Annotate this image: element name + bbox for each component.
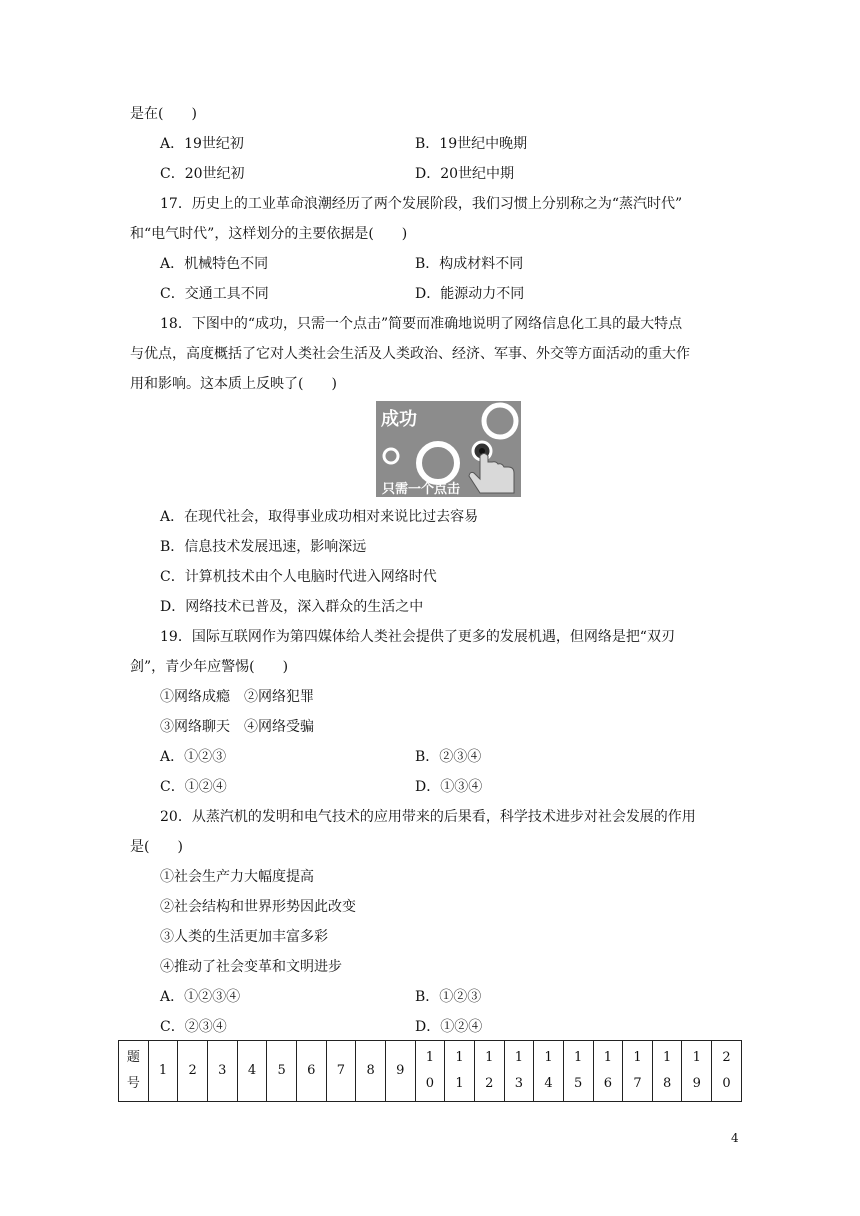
q19-option-c: C．①②④ [160, 779, 227, 795]
q18-option-d: D．网络技术已普及，深入群众的生活之中 [160, 599, 424, 615]
figure-caption-text: 只需一个点击 [382, 482, 461, 497]
col-bottom: 5 [574, 1076, 583, 1091]
col-top: 1 [455, 1050, 464, 1065]
col-top: 1 [692, 1050, 701, 1065]
q18-option-b: B．信息技术发展迅速，影响深远 [160, 539, 367, 555]
q19-option-d: D．①③④ [415, 779, 483, 795]
q20-item-2: ②社会结构和世界形势因此改变 [160, 899, 356, 915]
q17-option-a: A．机械特色不同 [160, 256, 269, 272]
q19-option-a: A．①②③ [160, 749, 227, 765]
q16-option-d: D．20世纪中期 [415, 166, 515, 182]
circle-top-right [484, 405, 516, 437]
answer-col-7 [326, 1041, 356, 1102]
answer-col-5 [267, 1041, 297, 1102]
q19-items-line1: ①网络成瘾 ②网络犯罪 [160, 689, 314, 705]
answer-col-14 [534, 1041, 564, 1102]
page-number: 4 [731, 1131, 739, 1145]
q18-option-a: A．在现代社会，取得事业成功相对来说比过去容易 [160, 509, 479, 525]
col-top: 3 [218, 1063, 227, 1078]
answer-col-16 [593, 1041, 623, 1102]
answer-table-header [119, 1041, 149, 1102]
q20-stem-line2: 是( ) [130, 839, 183, 855]
col-bottom: 3 [514, 1076, 523, 1091]
q16-option-b: B．19世纪中晚期 [415, 136, 528, 152]
q20-stem-line1: 20．从蒸汽机的发明和电气技术的应用带来的后果看，科学技术进步对社会发展的作用 [160, 809, 696, 825]
col-top: 9 [396, 1063, 405, 1078]
col-bottom: 1 [455, 1076, 464, 1091]
col-top: 6 [307, 1063, 316, 1078]
q16-option-a: A．19世纪初 [160, 136, 244, 152]
col-top: 5 [277, 1063, 286, 1078]
q19-items-line2: ③网络聊天 ④网络受骗 [160, 719, 314, 735]
col-top: 1 [663, 1050, 672, 1065]
col-bottom: 6 [603, 1076, 612, 1091]
col-bottom: 0 [425, 1076, 435, 1091]
col-top: 1 [514, 1050, 523, 1065]
col-top: 2 [722, 1050, 731, 1065]
answer-col-11 [445, 1041, 475, 1102]
q16-stem-tail: 是在( ) [130, 106, 197, 122]
q17-option-d: D．能源动力不同 [415, 286, 525, 302]
q16-option-c: C．20世纪初 [160, 166, 245, 182]
answer-col-1 [148, 1041, 178, 1102]
header-top: 题 [126, 1050, 140, 1065]
col-bottom: 9 [692, 1076, 701, 1091]
col-top: 1 [633, 1050, 642, 1065]
circle-small-left [384, 449, 398, 463]
answer-col-4 [237, 1041, 267, 1102]
answer-col-15 [563, 1041, 593, 1102]
col-top: 7 [336, 1063, 346, 1078]
col-bottom: 7 [633, 1076, 642, 1091]
q18-stem-line2: 与优点，高度概括了它对人类社会生活及人类政治、经济、军事、外交等方面活动的重大作 [130, 346, 690, 362]
answer-col-10 [415, 1041, 445, 1102]
q20-item-4: ④推动了社会变革和文明进步 [160, 959, 342, 975]
q20-item-3: ③人类的生活更加丰富多彩 [160, 929, 328, 945]
answer-col-19 [682, 1041, 712, 1102]
click-success-figure [376, 401, 521, 497]
q17-stem-line2: 和“电气时代”，这样划分的主要依据是( ) [130, 226, 408, 242]
q20-option-a: A．①②③④ [160, 989, 241, 1005]
answer-col-18 [652, 1041, 682, 1102]
q17-option-c: C．交通工具不同 [160, 286, 269, 302]
circle-center [419, 444, 457, 482]
col-bottom: 2 [485, 1076, 494, 1091]
q19-stem-line2: 剑”，青少年应警惕( ) [130, 659, 289, 675]
col-top: 1 [574, 1050, 583, 1065]
answer-col-8 [356, 1041, 386, 1102]
answer-col-2 [178, 1041, 208, 1102]
answer-col-9 [385, 1041, 415, 1102]
q19-option-b: B．②③④ [415, 749, 482, 765]
q18-stem-line3: 用和影响。这本质上反映了( ) [130, 376, 337, 392]
answer-col-20 [712, 1041, 742, 1102]
col-top: 1 [485, 1050, 494, 1065]
col-top: 2 [188, 1063, 197, 1078]
answer-col-6 [296, 1041, 326, 1102]
q20-option-c: C．②③④ [160, 1019, 227, 1035]
answer-table [118, 1040, 742, 1102]
q19-stem-line1: 19．国际互联网作为第四媒体给人类社会提供了更多的发展机遇，但网络是把“双刃 [160, 629, 675, 645]
q18-option-c: C．计算机技术由个人电脑时代进入网络时代 [160, 569, 437, 585]
col-top: 1 [425, 1050, 435, 1065]
col-top: 8 [366, 1063, 375, 1078]
q20-option-d: D．①②④ [415, 1019, 483, 1035]
q18-stem-line1: 18．下图中的“成功，只需一个点击”简要而准确地说明了网络信息化工具的最大特点 [160, 316, 683, 332]
q20-option-b: B．①②③ [415, 989, 482, 1005]
col-top: 4 [247, 1063, 257, 1078]
col-top: 1 [603, 1050, 612, 1065]
answer-col-17 [623, 1041, 653, 1102]
header-bottom: 号 [126, 1076, 140, 1091]
figure-title-text: 成功 [381, 409, 417, 430]
q20-item-1: ①社会生产力大幅度提高 [160, 869, 314, 885]
q17-stem-line1: 17．历史上的工业革命浪潮经历了两个发展阶段，我们习惯上分别称之为“蒸汽时代” [160, 196, 683, 212]
q17-option-b: B．构成材料不同 [415, 256, 524, 272]
col-bottom: 4 [544, 1076, 553, 1091]
col-top: 1 [158, 1063, 168, 1078]
col-bottom: 0 [722, 1076, 731, 1091]
answer-col-3 [207, 1041, 237, 1102]
col-bottom: 8 [663, 1076, 672, 1091]
answer-col-12 [474, 1041, 504, 1102]
answer-col-13 [504, 1041, 534, 1102]
col-top: 1 [544, 1050, 553, 1065]
